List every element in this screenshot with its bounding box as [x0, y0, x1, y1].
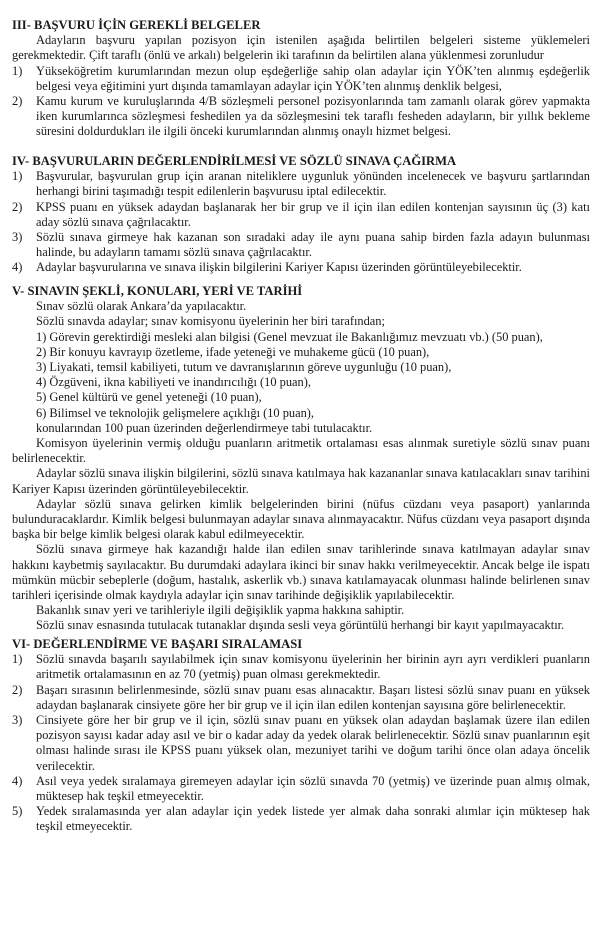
paragraph: Sözlü sınavda adaylar; sınav komisyonu üyelerinin her biri tarafından;: [36, 314, 385, 329]
item-number: 1): [12, 169, 23, 184]
item-text: Başarı sırasının belirlenmesinde, sözlü sınav puanı esas alınacaktır. Başarı listesi sözlü sınav puanı en yüksek adaydan başlanarak cinsiyete göre her bir grup ve il için ilan edilen kontenjan sayısına göre belirlenecektir.: [36, 682, 590, 712]
item-number: 3): [12, 713, 23, 728]
section-intro: Adayların başvuru yapılan pozisyon için istenilen aşağıda belirtilen belgeleri sisteme yüklemeleri gerekmektedir. Çift taraflı (önlü ve arkalı) belgelerin iki tarafının da belirtilen alana yüklenmesi zorunludur: [12, 33, 590, 63]
list-item: [12, 64, 590, 94]
section-sinav-sekli: [12, 284, 590, 634]
item-text: Sözlü sınava girmeye hak kazanan son sıradaki aday ile aynı puana sahip birden fazla adayın bulunması halinde, bu adayların tamamı sözlü sınava çağrılacaktır.: [36, 230, 590, 260]
section-degerlendirme-cagirma: [12, 154, 590, 276]
topic-item: 6) Bilimsel ve teknolojik gelişmelere açıklığı (10 puan),: [36, 405, 315, 420]
list-item: [12, 230, 590, 260]
item-text: Cinsiyete göre her bir grup ve il için, sözlü sınav puanı en yüksek olan adaydan başlamak üzere ilan edilen pozisyon sayısı kadar aday asıl ve bir o kadar aday da yedek olarak belirlenecektir. Sözlü sınav puanlarının eşit olması halinde sırası ile KPSS puanı yüksek olan, mezuniyet tarihi ve doğum tarihi önce olan adaya öncelik verilecektir.: [36, 713, 590, 773]
item-text: Başvurular, başvurulan grup için aranan niteliklere uygunluk yönünden incelenecek ve başvuru şartlarından herhangi birini taşımadığı tespit edilenlerin başvurusu iptal edilecektir.: [36, 169, 590, 199]
list-item: [12, 169, 590, 199]
item-number: 4): [12, 260, 23, 275]
item-number: 2): [12, 199, 23, 214]
list-item: [12, 713, 590, 774]
list-item: [12, 683, 590, 713]
item-text: Asıl veya yedek sıralamaya giremeyen adaylar için sözlü sınavda 70 (yetmiş) ve üzerinde puan almış olmak, müktesep hak teşkil etmeyecektir.: [36, 773, 590, 804]
list-item: [12, 774, 590, 804]
item-number: 2): [12, 94, 23, 109]
list-item: [12, 94, 590, 140]
item-number: 1): [12, 652, 23, 667]
section-heading: VI- DEĞERLENDİRME VE BAŞARI SIRALAMASI: [12, 637, 303, 651]
paragraph: Sınav sözlü olarak Ankara’da yapılacaktır.: [36, 299, 247, 314]
paragraph: Sözlü sınav esnasında tutulacak tutanaklar dışında sesli veya görüntülü herhangi bir kayıt yapılmayacaktır.: [36, 618, 565, 633]
list-item: [12, 260, 590, 275]
topic-item: 3) Liyakati, temsil kabiliyeti, tutum ve davranışlarının göreve uygunluğu (10 puan),: [36, 360, 452, 375]
topic-item: 1) Görevin gerektirdiği mesleki alan bilgisi (Genel mevzuat ile Bakanlığımız mevzuatı vb.) (50 puan),: [36, 329, 543, 344]
list-item: [12, 804, 590, 834]
list-item: [12, 200, 590, 230]
section-heading: III- BAŞVURU İÇİN GEREKLİ BELGELER: [12, 18, 261, 32]
item-text: Sözlü sınavda başarılı sayılabilmek için sınav komisyonu üyelerinin her birinin ayrı ayrı verdikleri puanların aritmetik ortalamasının en az 70 (yetmiş) puan olması gerekmektedir.: [36, 652, 590, 682]
item-text: KPSS puanı en yüksek adaydan başlanarak her bir grup ve il için ilan edilen kontenjan sayısının üç (3) katı aday sözlü sınava çağrılacaktır.: [36, 199, 590, 229]
paragraph: Sözlü sınava girmeye hak kazandığı halde ilan edilen sınav tarihlerinde sınava katılmayan adaylar sınav hakkını kaybetmiş sayılacaktır. Bu durumdaki adaylara ikinci bir sınav hakkı verilmeyecektir. Ancak belge ile ispatı mümkün mücbir sebeplerle (doğum, hastalık, askerlik vb.) sınava katılamayacak olunması halinde belirlenen sınav tarihleri içerisinde olmak kaydıyla adaylar için sınav tarihinde değişiklik yapılabilecektir.: [12, 542, 590, 603]
paragraph: Adaylar sözlü sınava ilişkin bilgilerini, sözlü sınava katılmaya hak kazananlar sınava katılacakları sınav tarihini Kariyer Kapısı üzerinden görüntüleyebilecektir.: [12, 466, 590, 496]
section-heading: IV- BAŞVURULARIN DEĞERLENDİRİLMESİ VE SÖZLÜ SINAVA ÇAĞIRMA: [12, 154, 457, 168]
item-text: Adaylar başvurularına ve sınava ilişkin bilgilerini Kariyer Kapısı üzerinden görüntüleyebilecektir.: [36, 260, 522, 275]
topic-item: 5) Genel kültürü ve genel yeteneği (10 puan),: [36, 390, 262, 405]
item-text: Kamu kurum ve kuruluşlarında 4/B sözleşmeli personel pozisyonlarında tam zamanlı olarak görev yapmakta iken kurumlarınca sözleşmesi feshedilen ya da sözleşmesini tek taraflı fesheden adayların, bir yıllık bekleme süresini doldurdukları ile ilgili önceki kurumlarından alınmış onaylı hizmet belgesi.: [36, 94, 590, 139]
item-number: 3): [12, 230, 23, 245]
topic-item: 2) Bir konuyu kavrayıp özetleme, ifade yeteneği ve muhakeme gücü (10 puan),: [36, 344, 430, 359]
paragraph: Komisyon üyelerinin vermiş olduğu puanların aritmetik ortalaması esas alınmak suretiyle sözlü sınav puanı belirlenecektir.: [12, 436, 590, 466]
list-item: [12, 652, 590, 682]
item-text: Yükseköğretim kurumlarından mezun olup eşdeğerliğe sahip olan adaylar için YÖK’ten alınmış eşdeğerlik belgesi veya eğitimini yurt dışında tamamlayan adaylar için YÖK’ten alınmış denklik belgesi,: [36, 63, 590, 93]
item-number: 4): [12, 773, 23, 788]
section-heading: V- SINAVIN ŞEKLİ, KONULARI, YERİ VE TARİHİ: [12, 284, 303, 298]
paragraph: konularından 100 puan üzerinden değerlendirmeye tabi tutulacaktır.: [36, 420, 373, 435]
section-basari-siralamasi: [12, 637, 590, 835]
paragraph: Adaylar sözlü sınava gelirken kimlik belgelerinden birini (nüfus cüzdanı veya pasaport) yanlarında bulunduracaklardır. Kimlik belgesi bulunmayan adaylar sınava alınmayacaktır. Nüfus cüzdanı veya pasaport dışında başka bir belge kimlik belgesi olarak kabul edilmeyecektir.: [12, 496, 590, 542]
topic-item: 4) Özgüveni, ikna kabiliyeti ve inandırıcılığı (10 puan),: [36, 375, 311, 390]
item-text: Yedek sıralamasında yer alan adaylar için yedek listede yer almak daha sonraki alımlar için müktesep hak teşkil etmeyecektir.: [36, 804, 590, 834]
section-basvuru-belgeler: [12, 18, 590, 140]
paragraph: Bakanlık sınav yeri ve tarihleriyle ilgili değişiklik yapma hakkına sahiptir.: [36, 603, 405, 618]
item-number: 1): [12, 63, 23, 78]
item-number: 5): [12, 804, 23, 819]
item-number: 2): [12, 682, 23, 697]
